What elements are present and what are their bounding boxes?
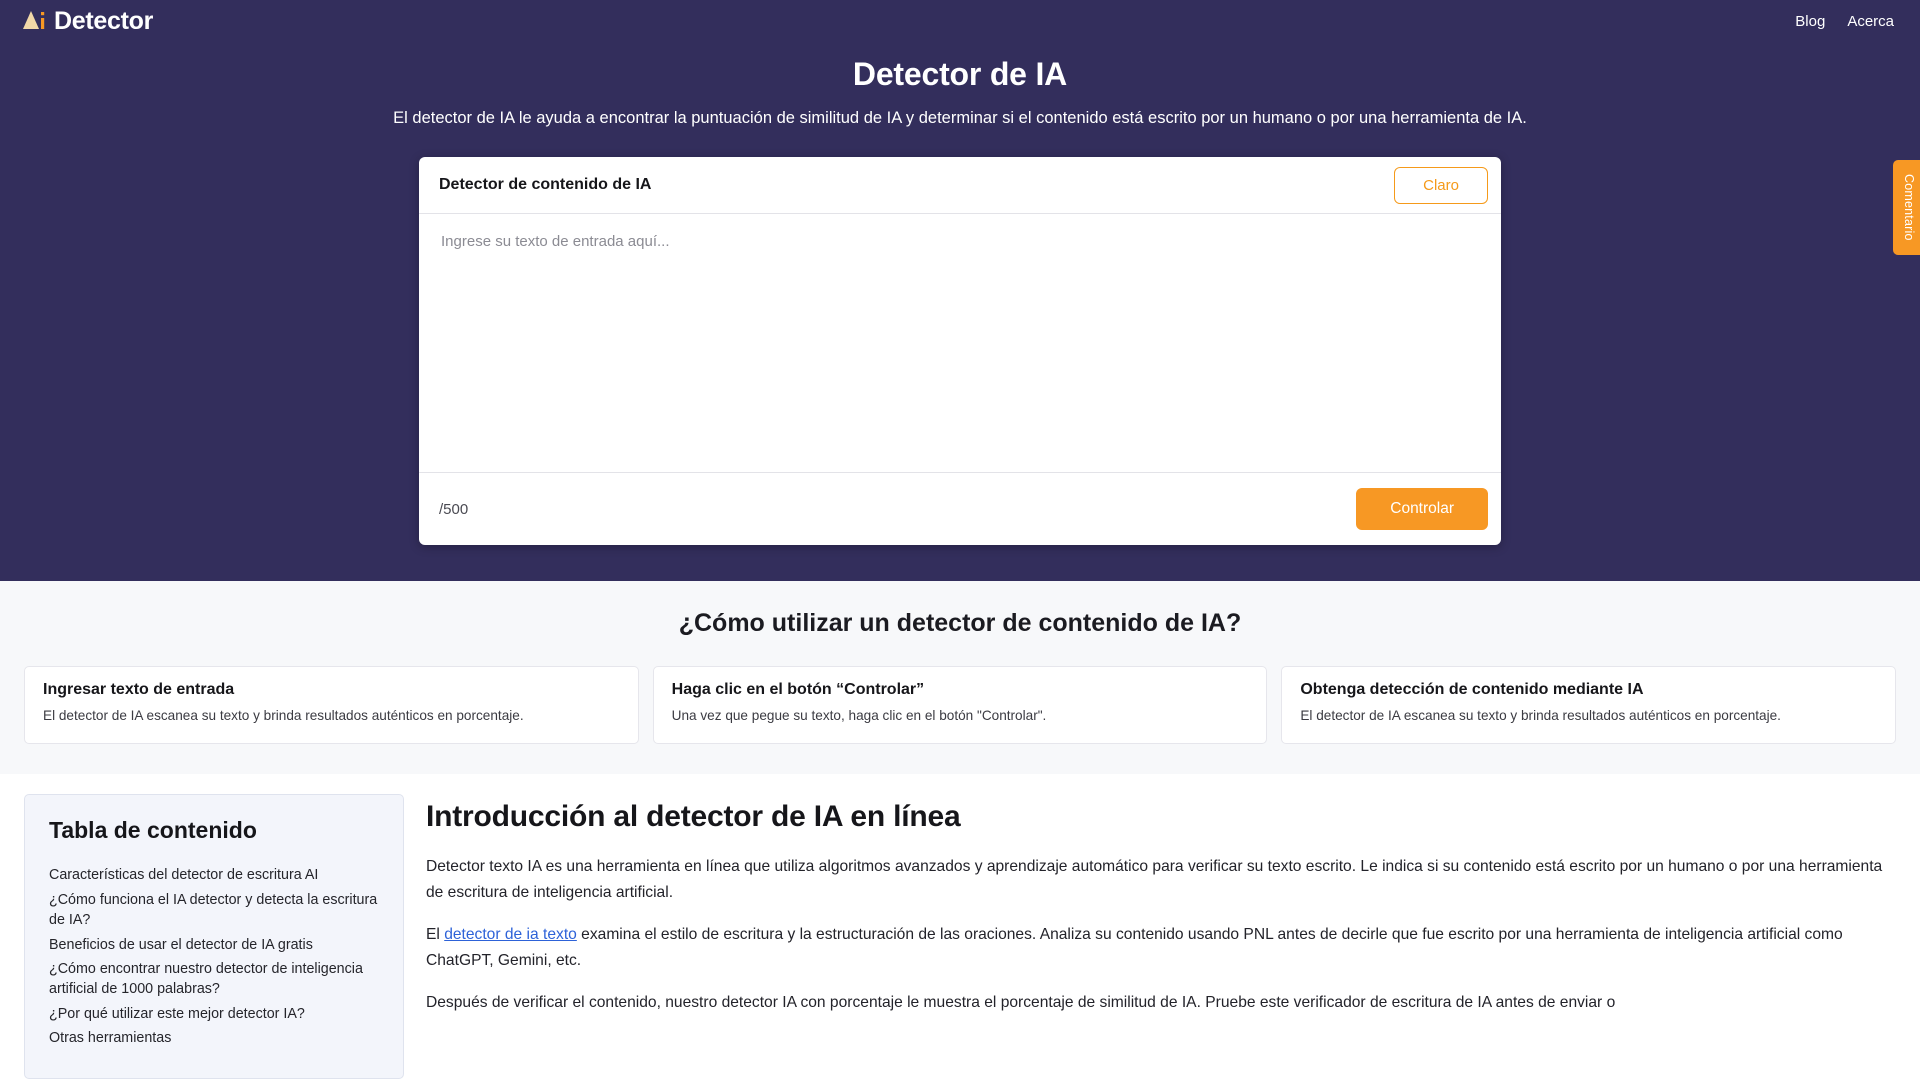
toc-list <box>49 866 379 1049</box>
article-paragraph: Después de verificar el contenido, nuestro detector IA con porcentaje le muestra el porcentaje de similitud de IA. Pruebe este verificador de escritura de IA antes de enviar o <box>426 994 1616 1012</box>
toc-item[interactable]: ¿Cómo funciona el IA detector y detecta la escritura de IA? <box>49 892 378 928</box>
nav-link-about[interactable]: Acerca <box>1847 12 1894 30</box>
how-to-section <box>0 581 1920 774</box>
detector-card-title: Detector de contenido de IA <box>439 176 652 193</box>
step-description: El detector de IA escanea su texto y brinda resultados auténticos en porcentaje. <box>43 708 524 723</box>
toc-item[interactable]: Características del detector de escritura AI <box>49 867 319 884</box>
character-counter: /500 <box>439 500 469 518</box>
paragraph-text-before: El <box>426 926 445 944</box>
table-of-contents <box>24 794 404 1079</box>
article-paragraph: Detector texto IA es una herramienta en línea que utiliza algoritmos avanzados y aprendizaje automático para verificar su texto escrito. Le indica si su contenido está escrito por un humano o por una herramienta de escritura de inteligencia artificial. <box>426 858 1883 902</box>
feedback-tab[interactable]: Comentario <box>1893 160 1920 255</box>
detector-card-wrapper <box>0 157 1920 545</box>
check-button[interactable]: Controlar <box>1356 488 1488 530</box>
step-card <box>653 666 1268 744</box>
how-to-heading: ¿Cómo utilizar un detector de contenido de IA? <box>678 609 1242 637</box>
how-to-steps <box>0 666 1920 744</box>
brand-logo[interactable] <box>22 7 153 36</box>
step-card <box>1281 666 1896 744</box>
paragraph-text-after: examina el estilo de escritura y la estructuración de las oraciones. Analiza su contenido usando PNL antes de decirle que fue escrito por una herramienta de inteligencia artificial como ChatGPT, Gemini, etc. <box>426 926 1843 970</box>
page-title: Detector de IA <box>852 56 1068 92</box>
toc-item[interactable]: ¿Por qué utilizar este mejor detector IA? <box>49 1005 305 1022</box>
article-body <box>426 794 1896 1032</box>
nav-links <box>1795 13 1894 30</box>
text-input[interactable] <box>439 231 1481 472</box>
top-navigation-bar <box>0 0 1920 42</box>
step-description: El detector de IA escanea su texto y brinda resultados auténticos en porcentaje. <box>1300 708 1781 723</box>
content-section <box>0 774 1920 1079</box>
clear-button[interactable]: Claro <box>1394 167 1488 204</box>
step-description: Una vez que pegue su texto, haga clic en el botón "Controlar". <box>671 708 1047 723</box>
toc-item[interactable]: ¿Cómo encontrar nuestro detector de inteligencia artificial de 1000 palabras? <box>49 961 363 997</box>
step-title: Haga clic en el botón “Controlar” <box>671 681 925 698</box>
inline-link-ai-text-detector[interactable]: detector de ia texto <box>444 926 577 944</box>
detector-card-header <box>419 157 1501 214</box>
nav-link-blog[interactable]: Blog <box>1795 12 1826 30</box>
step-title: Ingresar texto de entrada <box>43 681 235 698</box>
step-card <box>24 666 639 744</box>
article-title: Introducción al detector de IA en línea <box>426 800 961 834</box>
page-subtitle: El detector de IA le ayuda a encontrar la puntuación de similitud de IA y determinar si el contenido está escrito por un humano o por una herramienta de IA. <box>393 109 1527 127</box>
brand-name: Detector <box>54 6 154 35</box>
detector-card-footer <box>419 472 1501 545</box>
ai-detector-card <box>419 157 1501 545</box>
toc-item[interactable]: Beneficios de usar el detector de IA gratis <box>49 936 313 953</box>
article-paragraph-with-link <box>426 922 1888 974</box>
toc-heading: Tabla de contenido <box>49 817 257 844</box>
ai-triangle-logo-icon <box>22 9 48 33</box>
toc-item[interactable]: Otras herramientas <box>49 1030 172 1047</box>
detector-input-area <box>419 214 1501 472</box>
step-title: Obtenga detección de contenido mediante IA <box>1300 681 1644 698</box>
